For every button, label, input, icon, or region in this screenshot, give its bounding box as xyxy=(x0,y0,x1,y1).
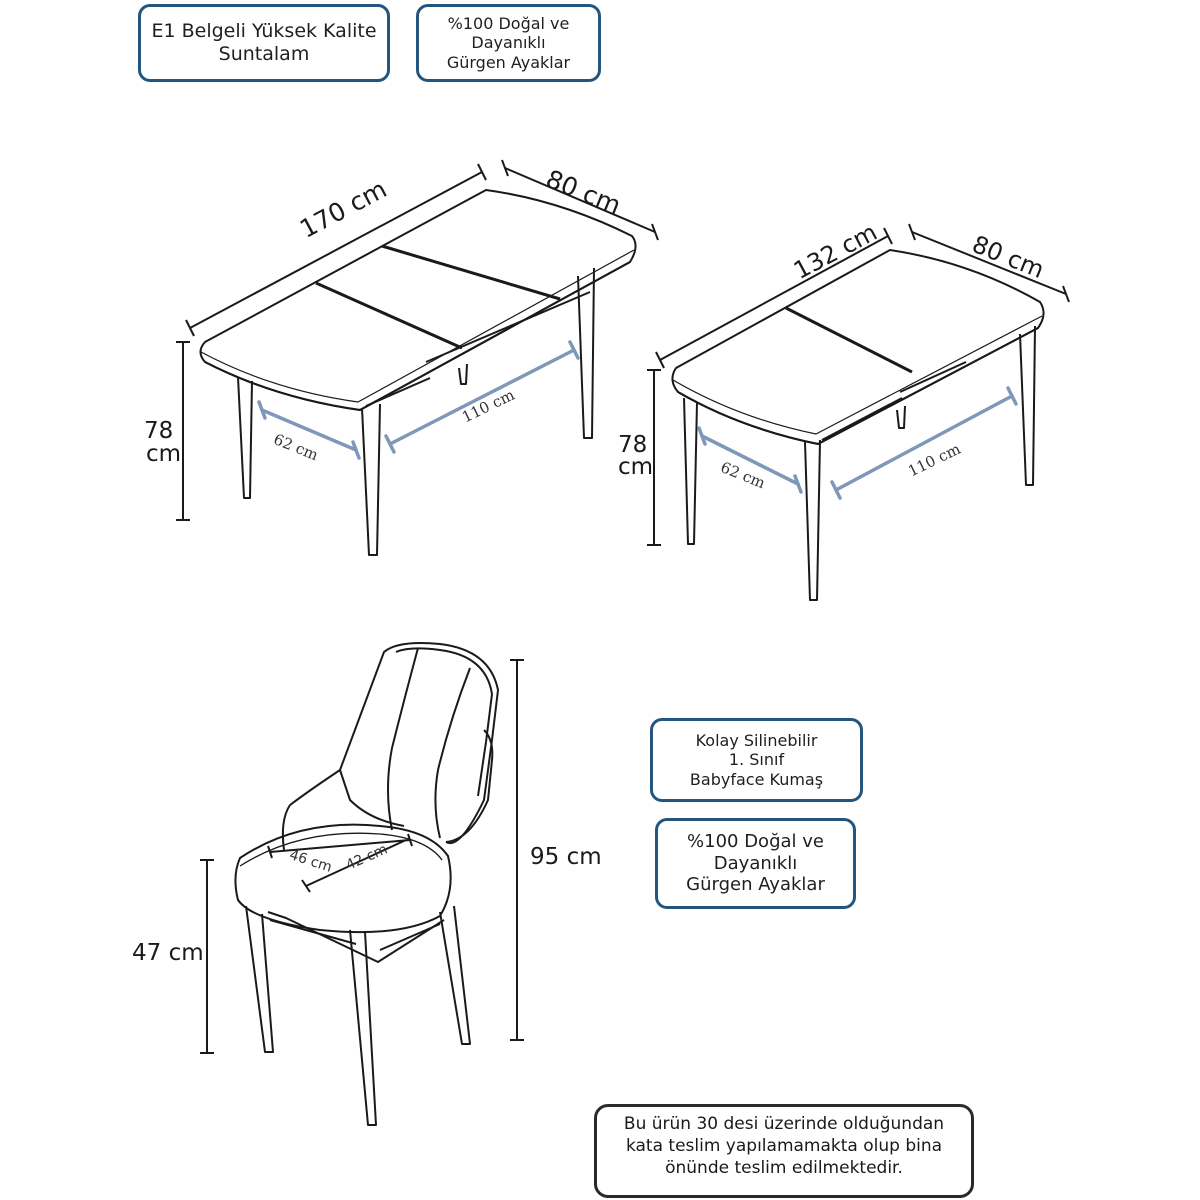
extended-table-leg-span-short: 62 cm xyxy=(271,430,321,465)
fabric-label-line-1: Kolay Silinebilir xyxy=(695,730,818,750)
legs-label-bottom-line-3: Gürgen Ayaklar xyxy=(686,874,825,896)
legs-label-top-line-3: Gürgen Ayaklar xyxy=(446,52,571,72)
chair-drawing xyxy=(200,643,524,1125)
extended-table-width: 80 cm xyxy=(541,164,625,221)
extended-table-drawing xyxy=(176,160,658,555)
delivery-notice-line-2: kata teslim yapılamamakta olup bina xyxy=(625,1136,943,1157)
chair-seat-height: 47 cm xyxy=(132,940,204,966)
delivery-notice-line-1: Bu ürün 30 desi üzerinde olduğundan xyxy=(623,1114,945,1134)
chair-seat-depth: 42 cm xyxy=(343,841,390,874)
closed-table-length: 132 cm xyxy=(789,217,882,285)
fabric-label-line-2: 1. Sınıf xyxy=(728,750,785,770)
extended-table-length: 170 cm xyxy=(295,174,392,244)
legs-label-bottom-line-2: Dayanıklı xyxy=(713,852,798,874)
chair-seat-width: 46 cm xyxy=(287,847,334,876)
closed-table-height-unit: cm xyxy=(618,454,654,480)
closed-table-drawing xyxy=(647,224,1069,600)
closed-table-height-value: 78 xyxy=(618,432,648,458)
closed-table-width: 80 cm xyxy=(968,230,1049,285)
material-label-line-1: E1 Belgeli Yüksek Kalite xyxy=(151,19,377,42)
extended-table-leg-span-long: 110 cm xyxy=(459,385,518,427)
extended-table-height-value: 78 xyxy=(144,418,174,444)
fabric-label-line-3: Babyface Kumaş xyxy=(689,769,824,789)
chair-height: 95 cm xyxy=(530,844,602,870)
closed-table-leg-span-long: 110 cm xyxy=(905,439,964,481)
delivery-notice-box xyxy=(594,1104,974,1198)
closed-table-leg-span-short: 62 cm xyxy=(718,458,768,493)
extended-table-height-unit: cm xyxy=(146,441,182,467)
legs-label-top-line-1: %100 Doğal ve xyxy=(447,13,570,33)
legs-label-bottom-line-1: %100 Doğal ve xyxy=(687,830,824,852)
legs-label-top-line-2: Dayanıklı xyxy=(471,33,546,53)
delivery-notice-line-3: önünde teslim edilmektedir. xyxy=(665,1158,903,1179)
material-label-line-2: Suntalam xyxy=(218,43,310,65)
